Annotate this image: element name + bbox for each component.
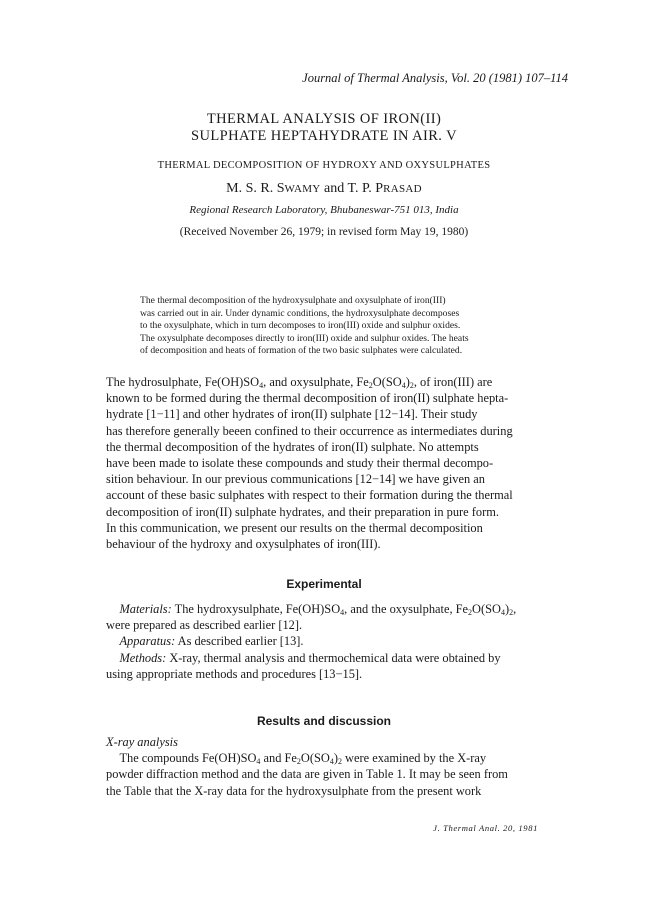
apparatus-line: Apparatus: As described earlier [13].	[119, 634, 304, 649]
abstract-line: The thermal decomposition of the hydroxysulphate and oxysulphate of iron(III)	[140, 295, 446, 306]
intro-line: decomposition of iron(II) sulphate hydrates, and their preparation in pure form.	[106, 504, 499, 519]
intro-line: the thermal decomposition of the hydrates of iron(II) sulphate. No attempts	[106, 439, 479, 454]
heading-results: Results and discussion	[256, 714, 392, 728]
intro-line: The hydrosulphate, $Fe(OH)SO_4$, and oxysulphate, $Fe_2O(SO_4)_2$, of iron(III) are	[106, 375, 493, 390]
materials-line: Materials: The hydroxysulphate, $Fe(OH)SO_4$, and the oxysulphate, $Fe_2O(SO_4)_2$,	[119, 602, 517, 617]
intro-line: account of these basic sulphates with respect to their formation during the thermal	[106, 488, 513, 503]
results-line: The compounds $Fe(OH)SO_4$ and $Fe_2O(SO_4)_2$ were examined by the X-ray	[119, 751, 487, 767]
materials-line: were prepared as described earlier [12].	[106, 618, 303, 633]
running-footer: J. Thermal Anal. 20, 1981	[433, 823, 538, 833]
abstract-line: of decomposition and heats of formation of the two basic sulphates were calculated.	[140, 345, 463, 357]
intro-line: has therefore generally beeen confined to their occurrence as intermediates during	[106, 423, 513, 438]
authors-and: and	[320, 181, 348, 196]
intro-line: have been made to isolate these compounds and study their thermal decompo-	[106, 456, 494, 471]
intro-line: sition behaviour. In our previous communications [12−14] we have given an	[106, 472, 485, 487]
methods-line: using appropriate methods and procedures [13−15].	[106, 666, 363, 681]
methods-line: Methods: X-ray, thermal analysis and thermochemical data were obtained by	[119, 650, 501, 665]
abstract-line: to the oxysulphate, which in turn decomposes to iron(III) oxide and sulphur oxides.	[140, 320, 461, 332]
title-line-2: SULPHATE HEPTAHYDRATE IN AIR. V	[191, 128, 457, 144]
running-header: Journal of Thermal Analysis, Vol. 20 (1981) 107–114	[302, 71, 568, 85]
authors	[0, 181, 648, 197]
intro-line: known to be formed during the thermal decomposition of iron(II) sulphate hepta-	[106, 391, 509, 406]
abstract-line: The oxysulphate decomposes directly to iron(III) oxide and sulphur oxides. The heats	[140, 332, 469, 344]
experimental-section	[106, 601, 541, 682]
results-line: powder diffraction method and the data are given in Table 1. It may be seen from	[106, 767, 508, 782]
title-line-1: THERMAL ANALYSIS OF IRON(II)	[206, 111, 442, 127]
subtitle: THERMAL DECOMPOSITION OF HYDROXY AND OXYSULPHATES	[157, 160, 491, 171]
abstract-line: was carried out in air. Under dynamic conditions, the hydroxysulphate decomposes	[140, 307, 460, 319]
results-line: the Table that the X-ray data for the hydroxysulphate from the present work	[106, 783, 482, 798]
affiliation: Regional Research Laboratory, Bhubaneswar-751 013, India	[189, 204, 459, 216]
author-2-surname: RASAD	[383, 183, 422, 195]
heading-experimental: Experimental	[286, 577, 362, 591]
intro-line: behaviour of the hydroxy and oxysulphates of iron(III).	[106, 537, 381, 552]
author-2-initials: T. P. P	[347, 181, 384, 196]
abstract	[140, 295, 540, 358]
author-1-initials: M. S. R. S	[226, 181, 285, 196]
received-dates: (Received November 26, 1979; in revised form May 19, 1980)	[179, 226, 469, 238]
introduction-paragraph	[106, 374, 541, 552]
intro-line: hydrate [1−11] and other hydrates of iron(II) sulphate [12−14]. Their study	[106, 407, 478, 422]
intro-line: In this communication, we present our results on the thermal decomposition	[106, 520, 483, 535]
results-section	[106, 734, 541, 799]
author-1-surname: WAMY	[284, 183, 321, 195]
subheading-xray: X-ray analysis	[106, 735, 178, 749]
